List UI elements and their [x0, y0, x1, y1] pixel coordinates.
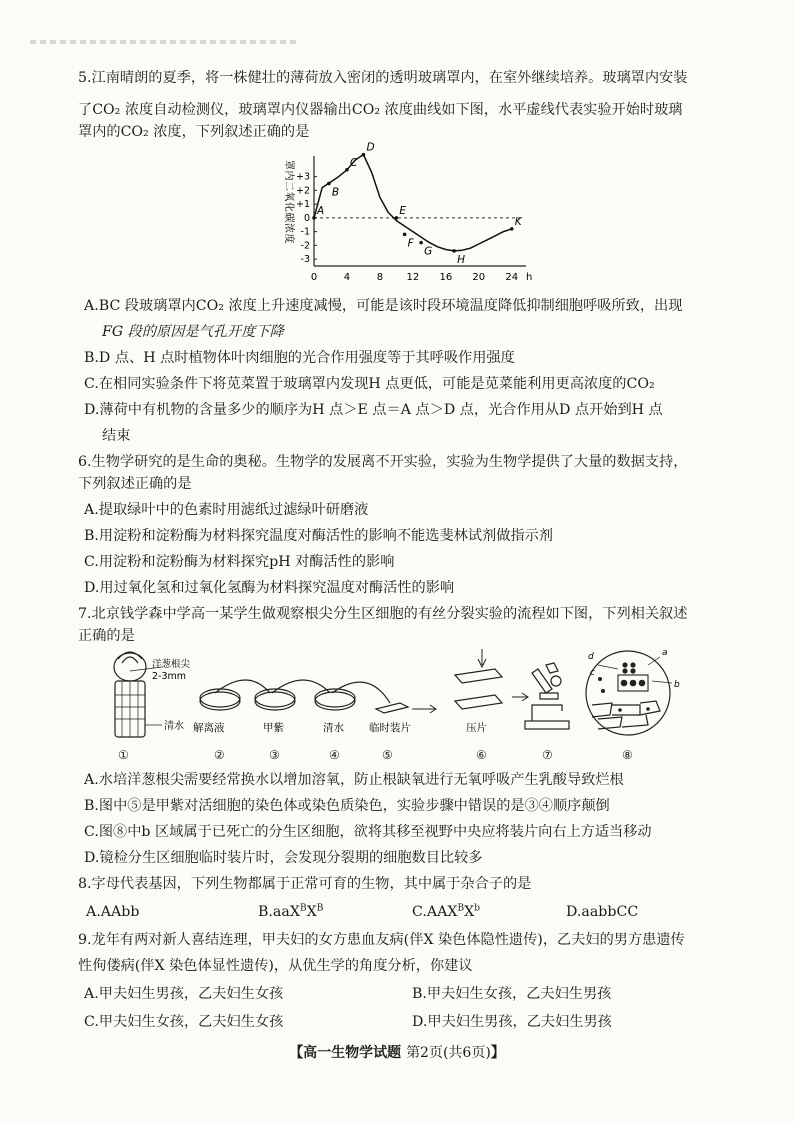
point-label-g: G — [424, 245, 433, 258]
press-slide-top — [455, 669, 502, 683]
root-tip-label: 洋葱根尖 — [152, 659, 191, 670]
q8-option-c: $C.AAX^BX^b$ — [412, 903, 480, 920]
y-axis-label: 罩内二氧化碳浓度 — [283, 160, 294, 244]
point-d — [362, 153, 366, 157]
q5-option-a-line2: FG 段的原因是气孔开度下降 — [102, 324, 284, 340]
y-tick-label: -3 — [300, 254, 310, 266]
q9-option-a: A.甲夫妇生男孩，乙夫妇生女孩 — [84, 986, 284, 1002]
step-num-1: ① — [118, 748, 129, 762]
scan-header-strip — [30, 40, 300, 44]
q9-option-d: D.甲夫妇生男孩，乙夫妇生男孩 — [412, 1014, 612, 1030]
footer-title: 【高一生物学试题 — [289, 1045, 402, 1061]
q8-stem: 8.字母代表基因，下列生物都属于正常可育的生物，其中属于杂合子的是 — [78, 876, 532, 892]
q6-option-d: D.用过氧化氢和过氧化氢酶为材料探究温度对酶活性的影响 — [84, 580, 455, 596]
y-tick-label: +3 — [295, 171, 310, 183]
y-tick-label: +2 — [295, 185, 310, 197]
q8-option-b: $B.aaX^BX^B$ — [258, 903, 324, 920]
y-tick-label: -2 — [300, 240, 310, 252]
point-h — [452, 249, 456, 253]
q8-option-a: A.AAbb — [86, 904, 140, 920]
step-num-8: ⑧ — [622, 748, 633, 762]
figure-step-numbers — [100, 745, 700, 763]
y-tick-label: +1 — [295, 199, 310, 211]
point-label-e: E — [399, 204, 407, 217]
point-label-a: A — [317, 204, 325, 217]
q7-option-d: D.镜检分生区细胞临时装片时，会发现分裂期的细胞数目比较多 — [84, 850, 483, 866]
mitosis-experiment-flow-figure — [100, 645, 700, 745]
q9-stem-line2: 性佝偻病(伴X 染色体显性遗传)，从优生学的角度分析，你建议 — [78, 958, 473, 974]
press-slide-bottom — [455, 695, 502, 709]
temporary-slide — [376, 703, 408, 713]
step-num-3: ③ — [269, 748, 280, 762]
region-label-d: d — [588, 652, 594, 662]
point-k — [510, 227, 514, 231]
point-label-f: F — [407, 237, 414, 250]
page-footer — [0, 1042, 794, 1062]
point-label-h: H — [457, 253, 465, 266]
q6-option-b: B.用淀粉和淀粉酶为材料探究温度对酶活性的影响不能选斐林试剂做指示剂 — [84, 528, 553, 544]
x-tick-label: 16 — [439, 272, 453, 283]
q9-option-b: B.甲夫妇生女孩，乙夫妇生男孩 — [412, 986, 612, 1002]
point-label-b: B — [331, 186, 340, 199]
step-num-4: ④ — [329, 748, 340, 762]
x-tick-label: 20 — [472, 272, 486, 283]
q5-option-d-line2: 结束 — [102, 428, 131, 444]
x-tick-label: 24 — [505, 272, 519, 283]
co2-concentration-chart — [270, 141, 540, 290]
q7-stem-line1: 7.北京钱学森中学高一某学生做观察根尖分生区细胞的有丝分裂实验的流程如下图，下列相关叙述 — [78, 606, 688, 622]
region-label-b: b — [674, 680, 680, 690]
microscope-field-of-view — [586, 651, 670, 735]
q5-option-d-line1: D.薄荷中有机物的含量多少的顺序为H 点＞E 点＝A 点＞D 点，光合作用从D 点开始到H 点 — [84, 402, 663, 418]
q7-option-b: B.图中⑤是甲紫对活细胞的染色体或染色质染色，实验步骤中错误的是③④顺序颠倒 — [84, 798, 610, 814]
q5-stem-line1: 5.江南晴朗的夏季，将一株健壮的薄荷放入密闭的透明玻璃罩内，在室外继续培养。玻璃罩内安装 — [78, 70, 688, 86]
q5-stem-line2: 了CO₂ 浓度自动检测仪，玻璃罩内仪器输出CO₂ 浓度曲线如下图，水平虚线代表实验开始时玻璃 — [78, 102, 683, 118]
x-tick-label: 12 — [406, 272, 420, 283]
x-tick-label: 0 — [310, 272, 318, 283]
point-e — [395, 216, 399, 220]
q6-stem-line2: 下列叙述正确的是 — [78, 476, 192, 492]
q5-stem-line3: 罩内的CO₂ 浓度，下列叙述正确的是 — [78, 124, 310, 140]
q8-option-d: D.aabbCC — [566, 904, 639, 920]
q7-option-c: C.图⑧中b 区域属于已死亡的分生区细胞，欲将其移至视野中央应将装片向右上方适当移动 — [84, 824, 652, 840]
q7-option-a: A.水培洋葱根尖需要经常换水以增加溶氧，防止根缺氧进行无氧呼吸产生乳酸导致烂根 — [84, 772, 624, 788]
step-label-slide: 临时装片 — [369, 722, 411, 734]
region-label-a: a — [662, 648, 668, 658]
x-tick-label: 8 — [376, 272, 384, 283]
q6-stem-line1: 6.生物学研究的是生命的奥秘。生物学的发展离不开实验，实验为生物学提供了大量的数据支持， — [78, 454, 688, 470]
step-label-dissociation: 解离液 — [193, 722, 225, 734]
region-label-c: c — [590, 668, 595, 678]
point-g — [419, 241, 423, 245]
x-axis-unit: h — [526, 272, 533, 283]
point-label-k: K — [514, 215, 522, 228]
q7-stem-line2: 正确的是 — [78, 628, 135, 644]
q6-option-c: C.用淀粉和淀粉酶为材料探究pH 对酶活性的影响 — [84, 554, 395, 570]
x-tick-label: 4 — [343, 272, 351, 283]
root-length-label: 2-3mm — [152, 671, 187, 682]
footer-bracket: 】 — [490, 1045, 505, 1061]
point-f — [403, 233, 407, 237]
q5-option-c: C.在相同实验条件下将苋菜置于玻璃罩内发现H 点更低，可能是苋菜能利用更高浓度的CO₂ — [84, 376, 655, 392]
point-c — [345, 168, 349, 172]
q6-option-a: A.提取绿叶中的色素时用滤纸过滤绿叶研磨液 — [84, 502, 369, 518]
point-b — [327, 182, 331, 186]
q5-option-b: B.D 点、H 点时植物体叶肉细胞的光合作用强度等于其呼吸作用强度 — [84, 350, 515, 366]
point-label-c: C — [349, 156, 358, 169]
step-num-2: ② — [214, 748, 225, 762]
step-num-7: ⑦ — [542, 748, 553, 762]
microscope-icon — [525, 663, 569, 729]
step-num-5: ⑤ — [382, 748, 393, 762]
step-num-6: ⑥ — [476, 748, 487, 762]
step-label-stain: 甲紫 — [263, 722, 284, 734]
y-tick-label: 0 — [303, 212, 310, 224]
q5-option-a-line1: A.BC 段玻璃罩内CO₂ 浓度上升速度减慢，可能是该时段环境温度降低抑制细胞呼吸所致，出现 — [84, 298, 683, 314]
y-tick-label: -1 — [300, 226, 310, 238]
point-a — [312, 216, 316, 220]
q9-stem-line1: 9.龙年有两对新人喜结连理，甲夫妇的女方患血友病(伴X 染色体隐性遗传)，乙夫妇的男方患遗传 — [78, 932, 685, 948]
water-label-1: 清水 — [164, 721, 184, 732]
step-label-press: 压片 — [466, 722, 487, 734]
point-label-d: D — [366, 141, 375, 154]
footer-page-number: 第2页(共6页) — [406, 1045, 491, 1061]
step-label-rinse: 清水 — [323, 722, 344, 734]
q9-option-c: C.甲夫妇生女孩，乙夫妇生女孩 — [84, 1014, 284, 1030]
